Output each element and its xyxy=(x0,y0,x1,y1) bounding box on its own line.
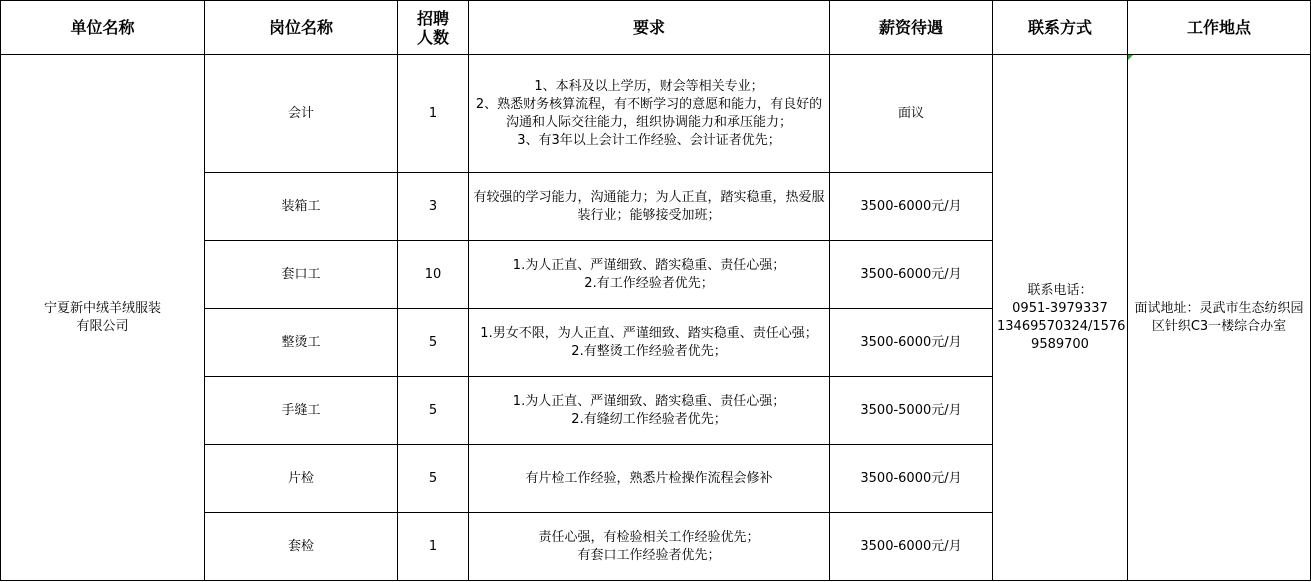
requirements-cell: 1、本科及以上学历，财会等相关专业； 2、熟悉财务核算流程，有不断学习的意愿和能力，有良好的沟通和人际交往能力，组织协调能力和承压能力； 3、有3年以上会计工作经验、会计证者优先； xyxy=(469,55,830,173)
header-contact: 联系方式 xyxy=(993,1,1128,55)
position-cell: 套口工 xyxy=(205,241,398,309)
count-cell: 10 xyxy=(398,241,469,309)
count-cell: 1 xyxy=(398,55,469,173)
salary-cell: 面议 xyxy=(830,55,993,173)
requirements-cell: 责任心强，有检验相关工作经验优先； 有套口工作经验者优先； xyxy=(469,513,830,581)
requirements-cell: 1.为人正直、严谨细致、踏实稳重、责任心强； 2.有缝纫工作经验者优先； xyxy=(469,377,830,445)
salary-cell: 3500-6000元/月 xyxy=(830,173,993,241)
header-requirements: 要求 xyxy=(469,1,830,55)
header-count: 招聘 人数 xyxy=(398,1,469,55)
salary-cell: 3500-6000元/月 xyxy=(830,309,993,377)
requirements-cell: 1.男女不限，为人正直、严谨细致、踏实稳重、责任心强； 2.有整烫工作经验者优先； xyxy=(469,309,830,377)
count-cell: 5 xyxy=(398,309,469,377)
salary-cell: 3500-6000元/月 xyxy=(830,241,993,309)
position-cell: 套检 xyxy=(205,513,398,581)
header-salary: 薪资待遇 xyxy=(830,1,993,55)
requirements-cell: 有片检工作经验，熟悉片检操作流程会修补 xyxy=(469,445,830,513)
requirements-cell: 有较强的学习能力，沟通能力；为人正直，踏实稳重，热爱服装行业；能够接受加班； xyxy=(469,173,830,241)
salary-cell: 3500-6000元/月 xyxy=(830,513,993,581)
requirements-cell: 1.为人正直、严谨细致、踏实稳重、责任心强； 2.有工作经验者优先； xyxy=(469,241,830,309)
count-cell: 1 xyxy=(398,513,469,581)
count-cell: 5 xyxy=(398,445,469,513)
count-cell: 3 xyxy=(398,173,469,241)
salary-cell: 3500-6000元/月 xyxy=(830,445,993,513)
location-cell: 面试地址：灵武市生态纺织园区针织C3一楼综合办室 xyxy=(1128,55,1311,581)
count-cell: 5 xyxy=(398,377,469,445)
position-cell: 会计 xyxy=(205,55,398,173)
header-row xyxy=(1,1,1311,55)
company-cell: 宁夏新中绒羊绒服装 有限公司 xyxy=(1,55,205,581)
header-company: 单位名称 xyxy=(1,1,205,55)
position-cell: 装箱工 xyxy=(205,173,398,241)
position-cell: 手缝工 xyxy=(205,377,398,445)
position-cell: 片检 xyxy=(205,445,398,513)
header-position: 岗位名称 xyxy=(205,1,398,55)
position-cell: 整烫工 xyxy=(205,309,398,377)
salary-cell: 3500-5000元/月 xyxy=(830,377,993,445)
table-row xyxy=(1,55,1311,173)
header-location: 工作地点 xyxy=(1128,1,1311,55)
contact-cell: 联系电话： 0951-3979337 13469570324/1576 9589700 xyxy=(993,55,1128,581)
